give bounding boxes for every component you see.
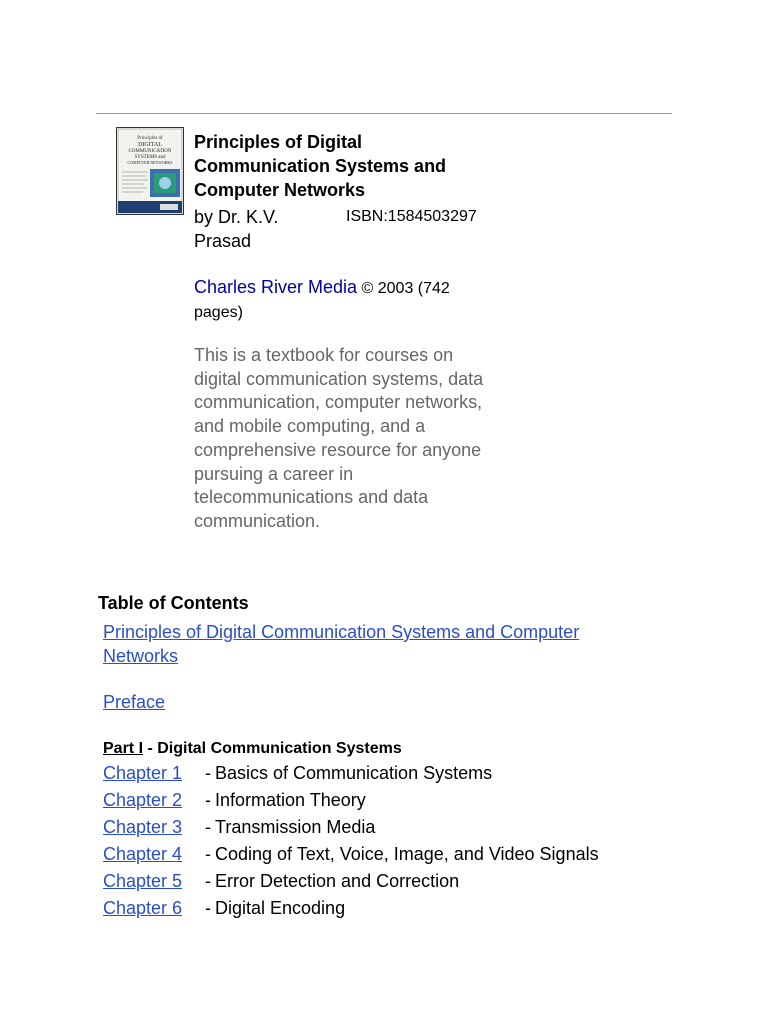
part-heading: [103, 738, 402, 760]
chapter-separator: -: [205, 790, 211, 810]
chapter-row: [103, 760, 663, 787]
publisher-line: [194, 275, 494, 325]
chapter-title: Information Theory: [215, 790, 366, 810]
chapter-link[interactable]: Chapter 4: [103, 844, 183, 864]
cover-text-line: Principles of: [137, 136, 163, 141]
book-author: by Dr. K.V. Prasad: [194, 207, 279, 251]
chapter-separator: -: [205, 871, 211, 891]
chapter-link[interactable]: Chapter 6: [103, 898, 183, 918]
book-isbn: ISBN:1584503297: [346, 208, 477, 225]
chapter-link[interactable]: Chapter 5: [103, 871, 183, 891]
book-cover-image: [116, 127, 184, 215]
toc-book-link-container: [103, 620, 643, 668]
toc-heading: Table of Contents: [98, 593, 249, 613]
chapter-row: [103, 787, 663, 814]
chapter-separator: -: [205, 844, 211, 864]
top-divider: [96, 113, 672, 114]
chapter-separator: -: [205, 763, 211, 783]
chapter-title: Transmission Media: [215, 817, 376, 837]
publisher-name: Charles River Media: [194, 277, 358, 297]
chapter-link[interactable]: Chapter 3: [103, 817, 183, 837]
chapter-link[interactable]: Chapter 1: [103, 763, 183, 783]
chapter-separator: -: [205, 817, 211, 837]
cover-text-line: SYSTEMS and: [134, 155, 166, 160]
part-title: - Digital Communication Systems: [143, 740, 402, 757]
chapter-separator: -: [205, 898, 211, 918]
cover-text-line: DIGITAL: [138, 142, 162, 148]
chapter-row: [103, 841, 663, 868]
chapter-title: Basics of Communication Systems: [215, 763, 493, 783]
chapter-list: [103, 760, 663, 922]
cover-text-line: COMPUTER NETWORKS: [127, 160, 173, 165]
copyright-info: © 2003 (742 pages): [194, 280, 450, 321]
chapter-link[interactable]: Chapter 2: [103, 790, 183, 810]
part-link[interactable]: Part I: [103, 740, 144, 757]
chapter-title: Digital Encoding: [215, 898, 346, 918]
chapter-row: [103, 814, 663, 841]
cover-text-line: COMMUNICATION: [128, 149, 172, 154]
toc-preface-link[interactable]: Preface: [103, 692, 166, 712]
toc-book-link[interactable]: Principles of Digital Communication Systems and Computer Networks: [103, 622, 580, 666]
chapter-title: Error Detection and Correction: [215, 871, 460, 891]
chapter-title: Coding of Text, Voice, Image, and Video Signals: [215, 844, 599, 864]
chapter-row: [103, 868, 663, 895]
book-description: This is a textbook for courses on digital communication systems, data communication, computer networks, and mobile computing, and a comprehensive resource for anyone pursuing a career in telecommunications and data communication.: [194, 345, 484, 531]
book-title: Principles of Digital Communication Systems and Computer Networks: [194, 132, 447, 200]
chapter-row: [103, 895, 663, 922]
toc-preface-container: [103, 690, 165, 714]
